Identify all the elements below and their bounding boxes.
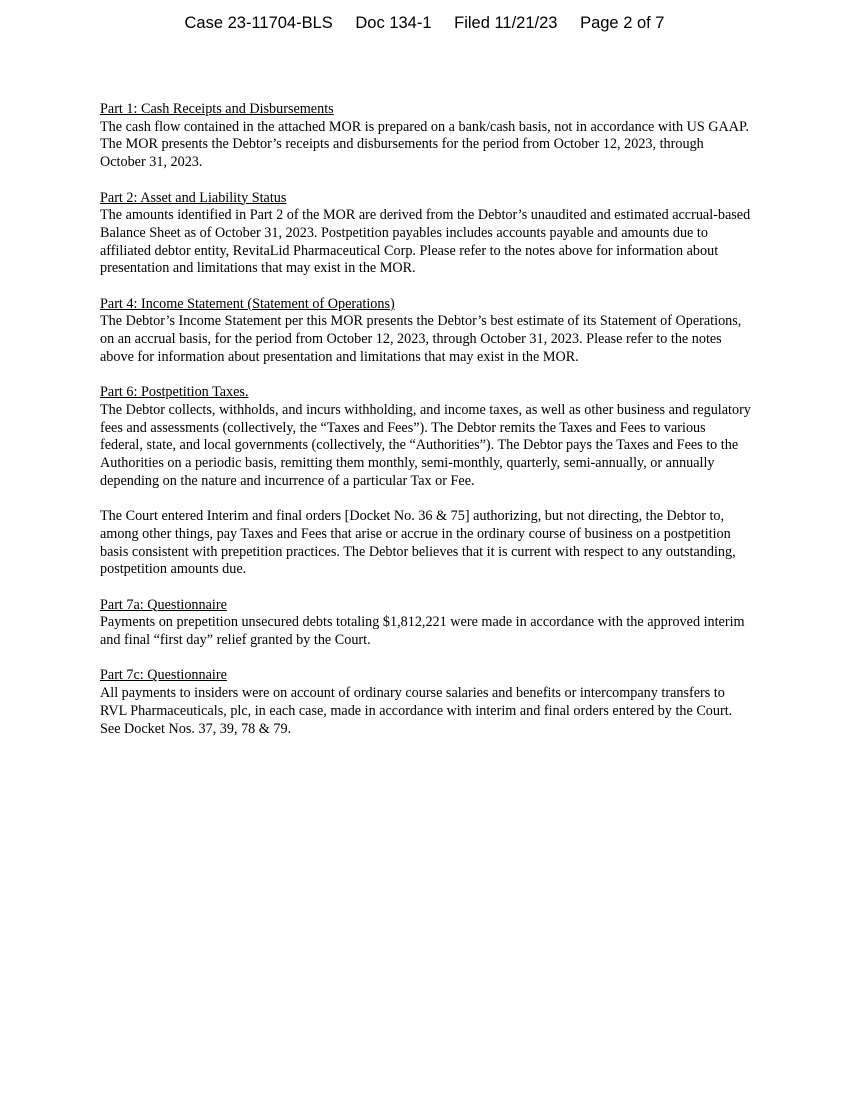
section-paragraph: The Debtor’s Income Statement per this MOR presents the Debtor’s best estimate of its Statement of Operations, on an accrual basis, for the period from October 12, 2023, through October 31, 2023. Please refer to the notes above for information about presentation and limitations that may exist in the MOR. — [100, 313, 742, 365]
section-heading: Part 1: Cash Receipts and Disbursements — [100, 101, 334, 117]
section-part-2 — [100, 190, 752, 279]
section-paragraph: The Court entered Interim and final orders [Docket No. 36 & 75] authorizing, but not directing, the Debtor to, among other things, pay Taxes and Fees that arise or accrue in the ordinary course of business on a postpetition basis consistent with prepetition practices. The Debtor believes that it is current with respect to any outstanding, postpetition amounts due. — [100, 508, 736, 578]
section-part-6 — [100, 384, 752, 490]
section-paragraph: The amounts identified in Part 2 of the MOR are derived from the Debtor’s unaudited and estimated accrual-based Balance Sheet as of October 31, 2023. Postpetition payables includes accounts payable and amounts due to affiliated debtor entity, RevitaLid Pharmaceutical Corp. Please refer to the notes above for information about presentation and limitations that may exist in the MOR. — [100, 207, 751, 277]
section-paragraph: The cash flow contained in the attached MOR is prepared on a bank/cash basis, not in accordance with US GAAP. The MOR presents the Debtor’s receipts and disbursements for the period from October 12, 2023, through October 31, 2023. — [100, 118, 749, 171]
section-court-orders — [100, 508, 752, 579]
doc-number: Doc 134-1 — [355, 14, 432, 32]
section-paragraph: The Debtor collects, withholds, and incurs withholding, and income taxes, as well as other business and regulatory fees and assessments (collectively, the “Taxes and Fees”). The Debtor remits the Taxes and Fees to various federal, state, and local governments (collectively, the “Authorities”). The Debtor pays the Taxes and Fees to the Authorities on a periodic basis, remitting them monthly, semi-monthly, quarterly, semi-annually, or annually depending on the nature and incurrence of a particular Tax or Fee. — [100, 401, 751, 489]
filed-date: Filed 11/21/23 — [454, 14, 558, 32]
page-header — [0, 14, 849, 33]
page-number: Page 2 of 7 — [580, 14, 665, 32]
section-heading: Part 7a: Questionnaire — [100, 596, 227, 613]
section-part-1 — [100, 101, 752, 172]
section-heading: Part 6: Postpetition Taxes. — [100, 384, 249, 401]
section-paragraph: All payments to insiders were on account of ordinary course salaries and benefits or intercompany transfers to RVL Pharmaceuticals, plc, in each case, made in accordance with interim and final orders entered by the Court. See Docket Nos. 37, 39, 78 & 79. — [100, 685, 733, 737]
section-part-7a — [100, 597, 752, 650]
section-part-7c — [100, 667, 752, 738]
section-heading: Part 7c: Questionnaire — [100, 667, 227, 684]
section-paragraph: Payments on prepetition unsecured debts totaling $1,812,221 were made in accordance with the approved interim and final “first day” relief granted by the Court. — [100, 614, 745, 649]
section-heading: Part 4: Income Statement (Statement of Operations) — [100, 295, 395, 312]
section-heading: Part 2: Asset and Liability Status — [100, 189, 287, 206]
case-number: Case 23-11704-BLS — [184, 14, 333, 32]
document-body — [100, 101, 752, 756]
section-part-4 — [100, 296, 752, 367]
